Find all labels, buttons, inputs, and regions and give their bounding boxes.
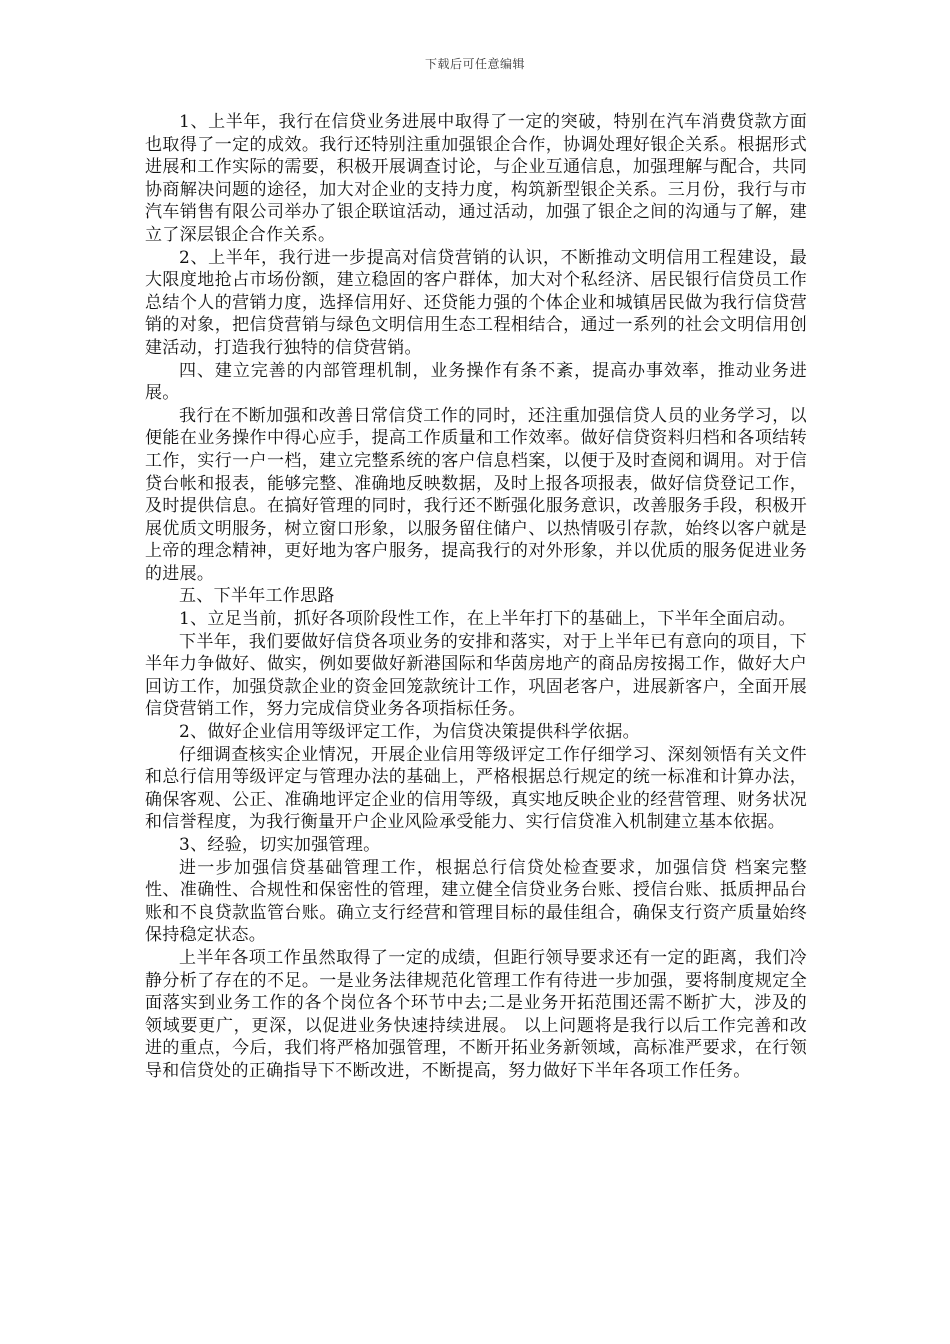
- paragraph-7: 上半年各项工作虽然取得了一定的成绩，但距行领导要求还有一定的距离，我们冷静分析了存在的不足。一是业务法律规范化管理工作有待进一步加强，要将制度规定全面落实到业务工作的各个岗位各个环节中去;二是业务开拓范围还需不断扩大，涉及的领域要更广，更深，以促进业务快速持续进展。 以上问题将是我行以后工作完善和改进的重点，今后，我们将严格加强管理，不断开拓业务新领域，高标准严要求，在行领导和信贷处的正确指导下不断改进，不断提高，努力做好下半年各项工作任务。: [145, 947, 807, 1081]
- paragraph-2: 2、上半年，我行进一步提高对信贷营销的认识，不断推动文明信用工程建设，最大限度地抢占市场份额，建立稳固的客户群体，加大对个私经济、居民银行信贷员工作总结个人的营销力度，选择信用好、还贷能力强的个体企业和城镇居民做为我行信贷营销的对象，把信贷营销与绿色文明信用生态工程相结合，通过一系列的社会文明信用创建活动，打造我行独特的信贷营销。: [145, 247, 807, 358]
- subheading-3: 3、经验，切实加强管理。: [179, 835, 381, 855]
- section-heading-4: 四、建立完善的内部管理机制，业务操作有条不紊，提高办事效率，推动业务进展。: [145, 360, 807, 404]
- paragraph-1: 1、上半年，我行在信贷业务进展中取得了一定的突破，特别在汽车消费贷款方面也取得了一定的成效。我行还特别注重加强银企合作，协调处理好银企关系。根据形式进展和工作实际的需要，积极开展调查讨论，与企业互通信息，加强理解与配合，共同协商解决问题的途径，加大对企业的支持力度，构筑新型银企关系。三月份，我行与市汽车销售有限公司举办了银企联谊活动，通过活动，加强了银企之间的沟通与了解，建立了深层银企合作关系。: [145, 112, 807, 245]
- subheading-1: 1、立足当前，抓好各项阶段性工作，在上半年打下的基础上，下半年全面启动。: [179, 609, 796, 630]
- subheading-2: 2、做好企业信用等级评定工作，为信贷决策提供科学依据。: [179, 722, 640, 743]
- page-header-note: 下载后可任意编辑: [424, 57, 525, 71]
- paragraph-4: 下半年，我们要做好信贷各项业务的安排和落实，对于上半年已有意向的项目，下半年力争做好、做实，例如要做好新港国际和华茵房地产的商品房按揭工作，做好大户回访工作，加强贷款企业的资金回笼款统计工作，巩固老客户，进展新客户，全面开展信贷营销工作，努力完成信贷业务各项指标任务。: [145, 631, 807, 720]
- paragraph-3: 我行在不断加强和改善日常信贷工作的同时，还注重加强信贷人员的业务学习，以便能在业务操作中得心应手，提高工作质量和工作效率。做好信贷资料归档和各项结转工作，实行一户一档，建立完整系统的客户信息档案，以便于及时查阅和调用。对于信贷台帐和报表，能够完整、准确地反映数据，及时上报各项报表，做好信贷登记工作，及时提供信息。在搞好管理的同时，我行还不断强化服务意识，改善服务手段，积极开展优质文明服务，树立窗口形象，以服务留住储户、以热情吸引存款，始终以客户就是上帝的理念精神，更好地为客户服务，提高我行的对外形象，并以优质的服务促进业务的进展。: [145, 405, 807, 584]
- document-body: [145, 111, 807, 1083]
- paragraph-6: 进一步加强信贷基础管理工作，根据总行信贷处检查要求，加强信贷 档案完整性、准确性、合规性和保密性的管理，建立健全信贷业务台账、授信台账、抵质押品台账和不良贷款监管台账。确立支行经营和管理目标的最佳组合，确保支行资产质量始终保持稳定状态。: [145, 857, 807, 946]
- paragraph-5: 仔细调查核实企业情况，开展企业信用等级评定工作仔细学习、深刻领悟有关文件和总行信用等级评定与管理办法的基础上，严格根据总行规定的统一标准和计算办法，确保客观、公正、准确地评定企业的信用等级，真实地反映企业的经营管理、财务状况和信誉程度，为我行衡量开户企业风险承受能力、实行信贷准入机制建立基本依据。: [145, 744, 807, 833]
- section-heading-5: 五、下半年工作思路: [179, 586, 335, 607]
